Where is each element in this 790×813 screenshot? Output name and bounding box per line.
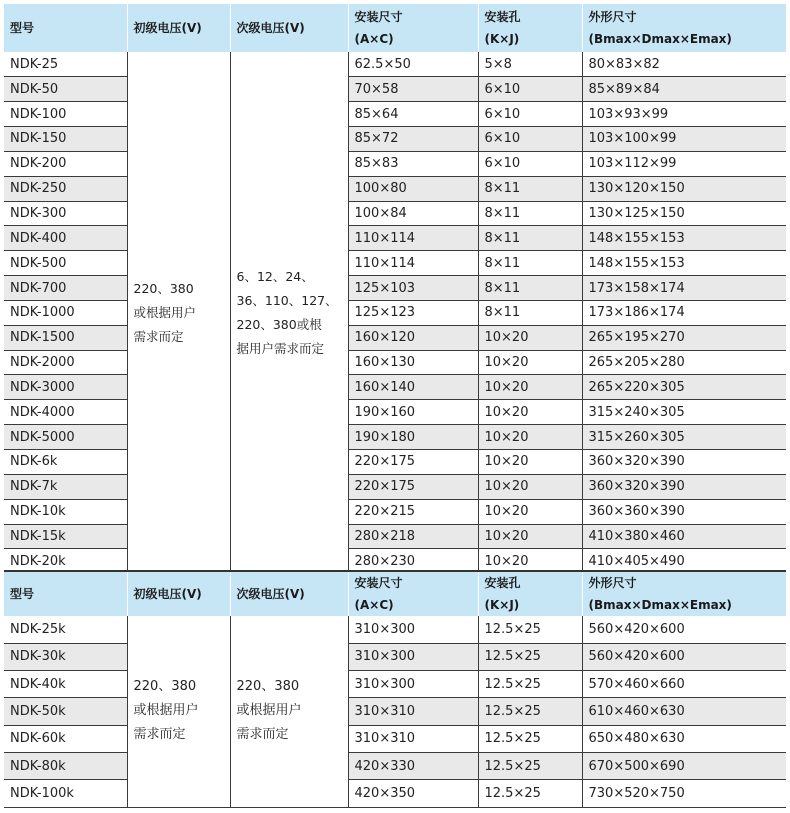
cell-outer-size: 610×460×630 xyxy=(582,698,786,725)
cell-outer-size: 360×320×390 xyxy=(582,474,786,499)
cell-install-hole: 10×20 xyxy=(478,325,582,350)
cell-outer-size: 148×155×153 xyxy=(582,226,786,251)
cell-install-hole: 12.5×25 xyxy=(478,671,582,698)
table-row xyxy=(4,201,786,226)
cell-install-size: 110×114 xyxy=(348,226,478,251)
cell-model: NDK-6k xyxy=(4,450,127,475)
table-row xyxy=(4,127,786,152)
table-row xyxy=(4,780,786,807)
voltage-line: 220、380或根 xyxy=(236,316,322,332)
cell-model: NDK-20k xyxy=(4,549,127,574)
voltage-line: 36、110、127、 xyxy=(236,292,338,308)
table-row xyxy=(4,698,786,725)
cell-install-hole: 6×10 xyxy=(478,151,582,176)
header-outer-size xyxy=(582,4,786,52)
cell-model: NDK-200 xyxy=(4,151,127,176)
cell-model: NDK-25 xyxy=(4,52,127,77)
table-header-row xyxy=(4,571,786,616)
cell-outer-size: 103×112×99 xyxy=(582,151,786,176)
cell-install-hole: 10×20 xyxy=(478,425,582,450)
header-primary-voltage: 初级电压(V) xyxy=(127,571,230,616)
table-row xyxy=(4,671,786,698)
cell-install-hole: 6×10 xyxy=(478,127,582,152)
cell-install-size: 220×175 xyxy=(348,450,478,475)
cell-install-hole: 10×20 xyxy=(478,350,582,375)
cell-install-size: 70×58 xyxy=(348,77,478,102)
header-install-size xyxy=(348,4,478,52)
cell-primary-voltage xyxy=(127,52,230,574)
voltage-line: 220、380 xyxy=(236,679,300,695)
cell-install-hole: 10×20 xyxy=(478,499,582,524)
header-model: 型号 xyxy=(4,4,127,52)
cell-outer-size: 173×186×174 xyxy=(582,300,786,325)
cell-model: NDK-40k xyxy=(4,671,127,698)
header-outer-size xyxy=(582,571,786,616)
cell-model: NDK-100k xyxy=(4,780,127,807)
header-install-size-line2: (A×C) xyxy=(354,598,394,612)
cell-install-hole: 10×20 xyxy=(478,549,582,574)
cell-install-size: 85×72 xyxy=(348,127,478,152)
cell-install-size: 190×160 xyxy=(348,400,478,425)
cell-install-hole: 10×20 xyxy=(478,400,582,425)
cell-model: NDK-700 xyxy=(4,276,127,301)
header-install-hole-line1: 安装孔 xyxy=(484,576,521,590)
cell-model: NDK-500 xyxy=(4,251,127,276)
table-row xyxy=(4,325,786,350)
cell-outer-size: 570×460×660 xyxy=(582,671,786,698)
cell-outer-size: 130×120×150 xyxy=(582,176,786,201)
cell-install-size: 310×300 xyxy=(348,671,478,698)
cell-model: NDK-7k xyxy=(4,474,127,499)
cell-outer-size: 130×125×150 xyxy=(582,201,786,226)
table-row xyxy=(4,300,786,325)
cell-install-hole: 12.5×25 xyxy=(478,725,582,752)
cell-install-size: 160×120 xyxy=(348,325,478,350)
spec-table-2 xyxy=(4,570,786,808)
cell-install-size: 85×83 xyxy=(348,151,478,176)
header-outer-size-line2: (Bmax×Dmax×Emax) xyxy=(588,32,732,46)
cell-outer-size: 410×405×490 xyxy=(582,549,786,574)
cell-outer-size: 670×500×690 xyxy=(582,752,786,779)
cell-model: NDK-30k xyxy=(4,643,127,670)
voltage-line: 220、380 xyxy=(133,679,197,695)
cell-install-size: 100×80 xyxy=(348,176,478,201)
cell-model: NDK-80k xyxy=(4,752,127,779)
cell-model: NDK-60k xyxy=(4,725,127,752)
table-header-row xyxy=(4,4,786,52)
header-outer-size-line2: (Bmax×Dmax×Emax) xyxy=(588,598,732,612)
cell-outer-size: 730×520×750 xyxy=(582,780,786,807)
cell-model: NDK-250 xyxy=(4,176,127,201)
cell-install-hole: 8×11 xyxy=(478,226,582,251)
cell-model: NDK-25k xyxy=(4,616,127,643)
cell-outer-size: 315×260×305 xyxy=(582,425,786,450)
cell-install-size: 310×310 xyxy=(348,725,478,752)
table-row xyxy=(4,226,786,251)
cell-install-size: 62.5×50 xyxy=(348,52,478,77)
cell-install-size: 420×350 xyxy=(348,780,478,807)
header-install-size xyxy=(348,571,478,616)
cell-outer-size: 360×360×390 xyxy=(582,499,786,524)
table-row xyxy=(4,524,786,549)
table-row xyxy=(4,643,786,670)
cell-model: NDK-5000 xyxy=(4,425,127,450)
cell-model: NDK-10k xyxy=(4,499,127,524)
cell-outer-size: 80×83×82 xyxy=(582,52,786,77)
table-row xyxy=(4,151,786,176)
table-row xyxy=(4,276,786,301)
cell-install-hole: 6×10 xyxy=(478,102,582,127)
cell-install-size: 420×330 xyxy=(348,752,478,779)
voltage-line: 6、12、24、 xyxy=(236,268,314,284)
cell-outer-size: 650×480×630 xyxy=(582,725,786,752)
cell-model: NDK-1500 xyxy=(4,325,127,350)
cell-install-size: 160×130 xyxy=(348,350,478,375)
cell-install-size: 280×218 xyxy=(348,524,478,549)
table-row xyxy=(4,616,786,643)
table-row xyxy=(4,752,786,779)
cell-install-size: 190×180 xyxy=(348,425,478,450)
table-row xyxy=(4,375,786,400)
cell-secondary-voltage xyxy=(230,616,348,807)
voltage-line: 据用户需求而定 xyxy=(236,340,325,356)
cell-install-hole: 8×11 xyxy=(478,201,582,226)
cell-install-hole: 10×20 xyxy=(478,375,582,400)
cell-install-size: 280×230 xyxy=(348,549,478,574)
table-row xyxy=(4,725,786,752)
cell-install-hole: 10×20 xyxy=(478,474,582,499)
cell-install-hole: 12.5×25 xyxy=(478,698,582,725)
table-row xyxy=(4,350,786,375)
cell-install-hole: 8×11 xyxy=(478,276,582,301)
table-row xyxy=(4,425,786,450)
cell-install-size: 125×123 xyxy=(348,300,478,325)
cell-install-hole: 8×11 xyxy=(478,251,582,276)
header-outer-size-line1: 外形尺寸 xyxy=(588,576,637,590)
header-install-hole-line2: (K×J) xyxy=(484,598,520,612)
cell-outer-size: 103×100×99 xyxy=(582,127,786,152)
cell-install-hole: 10×20 xyxy=(478,524,582,549)
header-model: 型号 xyxy=(4,571,127,616)
table-row xyxy=(4,499,786,524)
cell-outer-size: 315×240×305 xyxy=(582,400,786,425)
cell-outer-size: 360×320×390 xyxy=(582,450,786,475)
cell-model: NDK-50 xyxy=(4,77,127,102)
cell-install-hole: 10×20 xyxy=(478,450,582,475)
cell-model: NDK-3000 xyxy=(4,375,127,400)
header-install-hole-line1: 安装孔 xyxy=(484,10,521,24)
cell-install-hole: 12.5×25 xyxy=(478,752,582,779)
voltage-line: 或根据用户 xyxy=(133,304,197,320)
cell-install-size: 110×114 xyxy=(348,251,478,276)
voltage-line: 220、380 xyxy=(133,280,194,296)
header-secondary-voltage: 次级电压(V) xyxy=(230,571,348,616)
cell-install-size: 310×300 xyxy=(348,643,478,670)
table-row xyxy=(4,176,786,201)
cell-install-size: 100×84 xyxy=(348,201,478,226)
header-install-size-line2: (A×C) xyxy=(354,32,394,46)
header-install-hole xyxy=(478,4,582,52)
cell-install-size: 220×175 xyxy=(348,474,478,499)
table-row xyxy=(4,450,786,475)
cell-model: NDK-400 xyxy=(4,226,127,251)
cell-install-hole: 8×11 xyxy=(478,300,582,325)
table-row xyxy=(4,102,786,127)
header-install-hole-line2: (K×J) xyxy=(484,32,520,46)
spec-table-1 xyxy=(4,4,786,574)
table-row xyxy=(4,52,786,77)
cell-model: NDK-100 xyxy=(4,102,127,127)
cell-install-size: 125×103 xyxy=(348,276,478,301)
cell-secondary-voltage xyxy=(230,52,348,574)
cell-outer-size: 410×380×460 xyxy=(582,524,786,549)
cell-outer-size: 85×89×84 xyxy=(582,77,786,102)
header-install-size-line1: 安装尺寸 xyxy=(354,10,403,24)
cell-install-size: 220×215 xyxy=(348,499,478,524)
cell-install-hole: 12.5×25 xyxy=(478,616,582,643)
header-install-size-line1: 安装尺寸 xyxy=(354,576,403,590)
header-install-hole xyxy=(478,571,582,616)
cell-install-size: 160×140 xyxy=(348,375,478,400)
cell-outer-size: 265×195×270 xyxy=(582,325,786,350)
cell-install-hole: 8×11 xyxy=(478,176,582,201)
cell-model: NDK-1000 xyxy=(4,300,127,325)
cell-model: NDK-300 xyxy=(4,201,127,226)
table-row xyxy=(4,474,786,499)
cell-install-size: 85×64 xyxy=(348,102,478,127)
cell-model: NDK-2000 xyxy=(4,350,127,375)
table-row xyxy=(4,400,786,425)
cell-install-hole: 12.5×25 xyxy=(478,780,582,807)
cell-install-hole: 6×10 xyxy=(478,77,582,102)
cell-model: NDK-150 xyxy=(4,127,127,152)
voltage-line: 需求而定 xyxy=(133,727,186,743)
header-outer-size-line1: 外形尺寸 xyxy=(588,10,637,24)
table-row xyxy=(4,251,786,276)
cell-model: NDK-4000 xyxy=(4,400,127,425)
cell-outer-size: 148×155×153 xyxy=(582,251,786,276)
header-secondary-voltage: 次级电压(V) xyxy=(230,4,348,52)
voltage-line: 或根据用户 xyxy=(133,703,199,719)
voltage-line: 需求而定 xyxy=(133,328,184,344)
header-primary-voltage: 初级电压(V) xyxy=(127,4,230,52)
cell-model: NDK-15k xyxy=(4,524,127,549)
cell-model: NDK-50k xyxy=(4,698,127,725)
voltage-line: 需求而定 xyxy=(236,727,289,743)
cell-outer-size: 265×220×305 xyxy=(582,375,786,400)
table-row xyxy=(4,77,786,102)
cell-install-hole: 12.5×25 xyxy=(478,643,582,670)
cell-outer-size: 560×420×600 xyxy=(582,616,786,643)
cell-primary-voltage xyxy=(127,616,230,807)
cell-outer-size: 173×158×174 xyxy=(582,276,786,301)
cell-outer-size: 560×420×600 xyxy=(582,643,786,670)
cell-outer-size: 265×205×280 xyxy=(582,350,786,375)
cell-install-hole: 5×8 xyxy=(478,52,582,77)
voltage-line: 或根据用户 xyxy=(236,703,302,719)
cell-install-size: 310×310 xyxy=(348,698,478,725)
cell-outer-size: 103×93×99 xyxy=(582,102,786,127)
cell-install-size: 310×300 xyxy=(348,616,478,643)
